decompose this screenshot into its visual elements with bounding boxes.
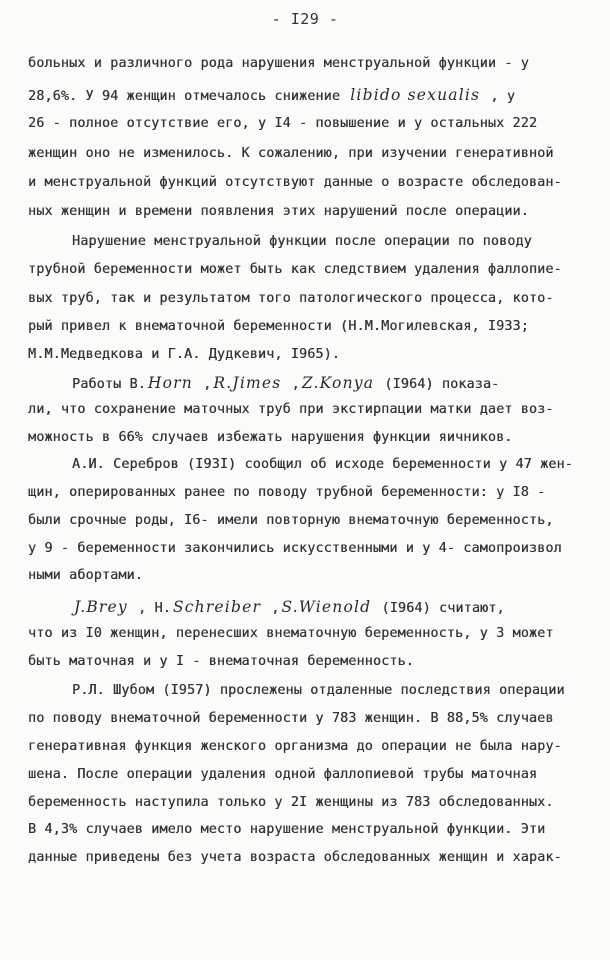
typed-text: больных и различного рода нарушения менструальной функции - у (28, 56, 529, 71)
text-line (28, 262, 562, 277)
typed-text: женщин оно не изменилось. К сожалению, при изучении генеративной (28, 146, 554, 161)
text-line (28, 86, 515, 104)
typed-text: беременность наступила только у 2I женщины из 783 обследованных. (28, 795, 554, 810)
text-line (28, 430, 513, 445)
text-line (28, 319, 529, 334)
text-line (72, 598, 505, 616)
text-line (28, 204, 529, 219)
text-line (28, 568, 143, 583)
typed-text: , (194, 377, 212, 392)
text-line (28, 291, 554, 306)
typed-text: ли, что сохранение маточных труб при экстирпации матки дает воз- (28, 402, 554, 417)
typed-text: М.М.Медведкова и Г.А. Дудкевич, I965). (28, 347, 341, 362)
handwritten-insert: Schreiber (172, 598, 262, 616)
text-line (28, 513, 554, 528)
text-line (28, 711, 554, 726)
handwritten-insert: Z.Konya (301, 374, 375, 392)
typed-text: А.И. Серебров (I93I) сообщил об исходе беременности у 47 жен- (72, 457, 573, 472)
typed-text: рый привел к внематочной беременности (Н.М.Могилевская, I933; (28, 319, 529, 334)
text-line (28, 56, 529, 71)
typed-text: , у (482, 89, 516, 104)
typed-text: 26 - полное отсутствие его, у I4 - повышение и у остальных 222 (28, 116, 538, 131)
typed-text: (I964) считают, (373, 601, 505, 616)
typed-text: ными абортами. (28, 568, 143, 583)
text-line (28, 767, 537, 782)
text-line (28, 116, 537, 131)
typed-text: , (263, 601, 280, 616)
typed-text: В 4,3% случаев имело место нарушение менструальной функции. Эти (28, 822, 546, 837)
text-line (72, 234, 532, 249)
typed-text: быть маточная и у I - внематочная беременность. (28, 654, 414, 669)
text-line (28, 175, 562, 190)
typed-text: генеративная функция женского организма до операции не была нару- (28, 739, 562, 754)
text-line (28, 146, 554, 161)
typed-text: у 9 - беременности закончились искусственными и у 4- самопроизвол (28, 541, 562, 556)
text-line (72, 683, 565, 698)
text-line (28, 795, 554, 810)
typed-text: что из I0 женщин, перенесших внематочную беременность, у 3 может (28, 626, 554, 641)
text-line (28, 626, 554, 641)
typed-text: были срочные роды, I6- имели повторную внематочную беременность, (28, 513, 554, 528)
handwritten-insert: S.Wienold (281, 598, 372, 616)
typed-text: по поводу внематочной беременности у 783 женщин. В 88,5% случаев (28, 711, 554, 726)
text-line (72, 457, 573, 472)
typed-text: (I964) показа- (376, 377, 500, 392)
typed-text: можность в 66% случаев избежать нарушения функции яичников. (28, 430, 513, 445)
typed-text: шена. После операции удаления одной фаллопиевой трубы маточная (28, 767, 538, 782)
handwritten-insert: Horn (147, 374, 193, 392)
text-line (28, 822, 545, 837)
text-line (28, 402, 554, 417)
text-line (28, 739, 562, 754)
typed-text: , H. (129, 601, 171, 616)
typed-text: 28,6%. У 94 женщин отмечалось снижение (28, 89, 349, 104)
typed-text: Работы В. (72, 377, 146, 392)
typed-text: данные приведены без учета возраста обследованных женщин и харак- (28, 850, 562, 865)
typed-text: и менструальной функций отсутствуют данные о возрасте обследован- (28, 175, 562, 190)
typed-text: ных женщин и времени появления этих нарушений после операции. (28, 204, 529, 219)
text-line (28, 541, 562, 556)
text-line (28, 347, 340, 362)
typed-text: Р.Л. Шубом (I957) прослежены отдаленные последствия операции (72, 683, 565, 698)
text-line (72, 374, 499, 392)
handwritten-insert: J.Brey (74, 598, 128, 616)
typed-text: трубной беременности может быть как следствием удаления фаллопие- (28, 262, 562, 277)
page-number: - I29 - (271, 10, 339, 28)
typed-text: щин, оперированных ранее по поводу трубной беременности: у I8 - (28, 485, 546, 500)
text-line (28, 485, 545, 500)
typed-text: Нарушение менструальной функции после операции по поводу (72, 234, 532, 249)
handwritten-insert: R.Jimes (213, 374, 282, 392)
typed-text: вых труб, так и результатом того патологического процесса, кото- (28, 291, 554, 306)
text-line (28, 850, 562, 865)
text-line (28, 654, 414, 669)
handwritten-insert: libido sexualis (350, 86, 481, 104)
typed-text: , (283, 377, 300, 392)
